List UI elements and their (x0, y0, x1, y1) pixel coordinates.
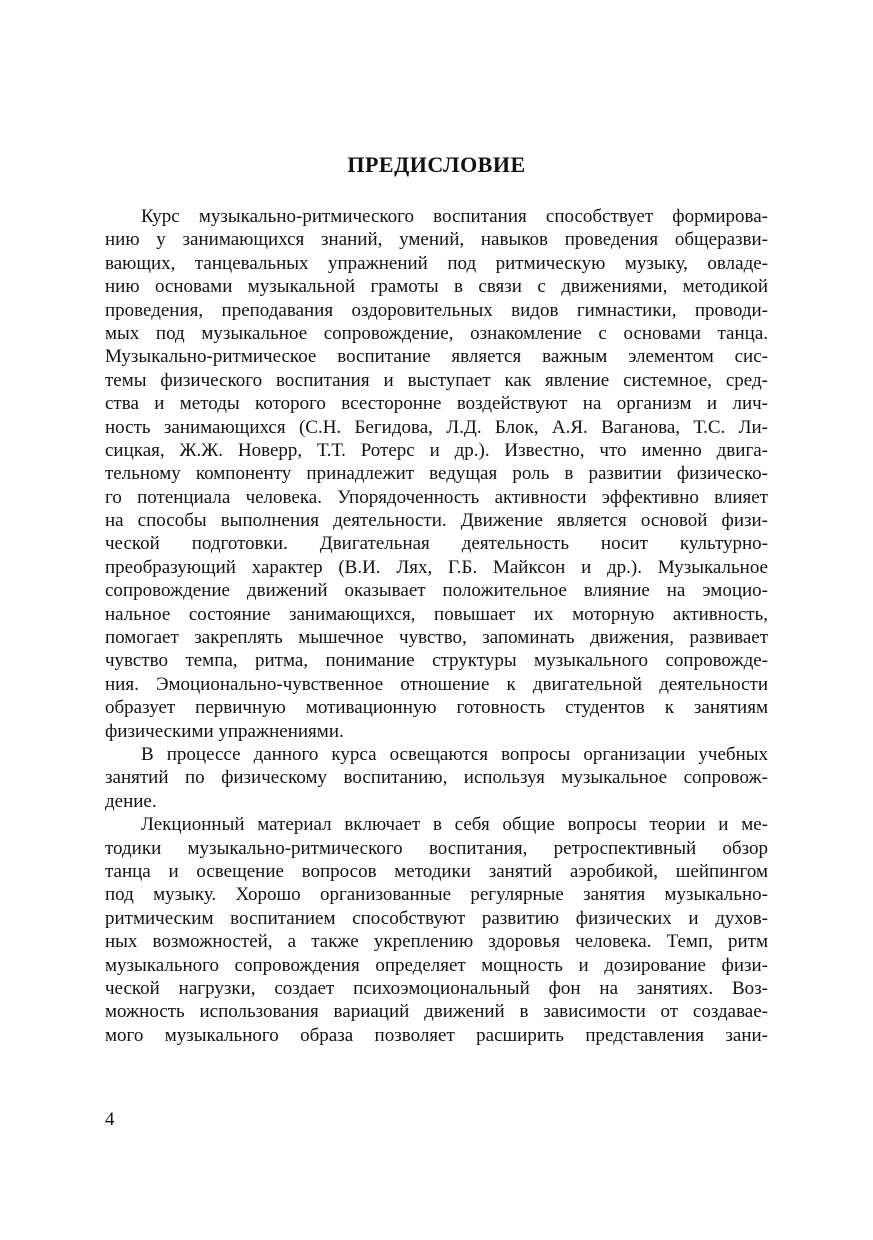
text-line: ритмическим воспитанием способствуют развитию физических и духов- (105, 907, 768, 929)
text-line: нию у занимающихся знаний, умений, навыков проведения общеразви- (105, 229, 768, 251)
text-line: ческой нагрузки, создает психоэмоциональный фон на занятиях. Воз- (105, 977, 768, 999)
text-line: Курс музыкально-ритмического воспитания способствует формирова- (141, 206, 768, 227)
text-line: помогает закреплять мышечное чувство, запоминать движения, развивает (105, 627, 768, 649)
text-line: физическими упражнениями. (105, 720, 344, 742)
text-line: танца и освещение вопросов методики занятий аэробикой, шейпингом (105, 860, 768, 882)
text-line: го потенциала человека. Упорядоченность активности эффективно влияет (105, 486, 768, 508)
text-line: ства и методы которого всесторонне воздействуют на организм и лич- (105, 393, 768, 415)
text-line: сицкая, Ж.Ж. Новерр, Т.Т. Ротерс и др.). Известно, что именно двига- (105, 439, 768, 461)
text-line: мых под музыкальное сопровождение, ознакомление с основами танца. (105, 322, 768, 344)
text-line: чувство темпа, ритма, понимание структуры музыкального сопровожде- (105, 650, 768, 672)
text-line: преобразующий характер (В.И. Лях, Г.Б. Майксон и др.). Музыкальное (105, 556, 768, 578)
text-line: дение. (105, 790, 157, 812)
text-line: сопровождение движений оказывает положительное влияние на эмоцио- (105, 580, 768, 602)
text-line: образует первичную мотивационную готовность студентов к занятиям (105, 697, 768, 719)
text-line: В процессе данного курса освещаются вопросы организации учебных (141, 743, 768, 765)
text-line: тодики музыкально-ритмического воспитания, ретроспективный обзор (105, 837, 768, 859)
text-line: ческой подготовки. Двигательная деятельность носит культурно- (105, 533, 768, 555)
text-line: на способы выполнения деятельности. Движение является основой физи- (105, 510, 768, 532)
text-line: под музыку. Хорошо организованные регулярные занятия музыкально- (105, 884, 768, 906)
text-line: ния. Эмоционально-чувственное отношение к двигательной деятельности (105, 673, 768, 695)
text-line: нию основами музыкальной грамоты в связи с движениями, методикой (105, 276, 768, 298)
text-line: темы физического воспитания и выступает как явление системное, сред- (105, 369, 768, 391)
text-line: проведения, преподавания оздоровительных видов гимнастики, проводи- (105, 299, 768, 321)
text-line: занятий по физическому воспитанию, используя музыкальное сопровож- (105, 767, 768, 789)
text-line: вающих, танцевальных упражнений под ритмическую музыку, овладе- (105, 252, 768, 274)
text-line: Музыкально-ритмическое воспитание является важным элементом сис- (105, 346, 768, 368)
text-line: тельному компоненту принадлежит ведущая роль в развитии физическо- (105, 463, 768, 485)
text-line: можность использования вариаций движений в зависимости от создавае- (105, 1001, 768, 1023)
text-line: Лекционный материал включает в себя общие вопросы теории и ме- (141, 814, 768, 836)
text-line: музыкального сопровождения определяет мощность и дозирование физи- (105, 954, 768, 976)
page-number: 4 (105, 1109, 115, 1130)
text-line: ных возможностей, а также укреплению здоровья человека. Темп, ритм (105, 931, 768, 953)
page-title: ПРЕДИСЛОВИЕ (347, 152, 526, 177)
text-line: нальное состояние занимающихся, повышает их моторную активность, (105, 603, 768, 625)
text-line: ность занимающихся (С.Н. Бегидова, Л.Д. Блок, А.Я. Ваганова, Т.С. Ли- (105, 416, 768, 438)
text-line: мого музыкального образа позволяет расширить представления зани- (105, 1024, 768, 1046)
preface-body (105, 205, 768, 1047)
